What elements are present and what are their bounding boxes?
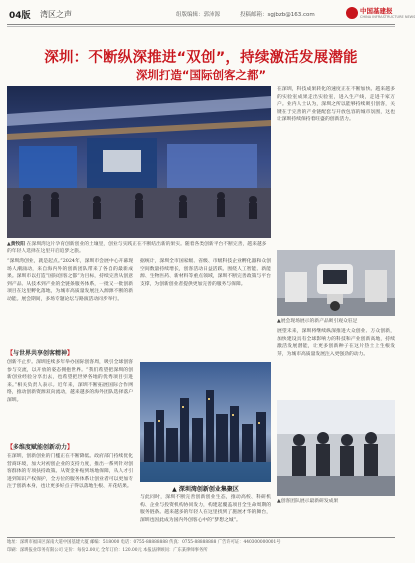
logo-name-en: CHINA INFRASTRUCTURE NEWS bbox=[360, 15, 415, 19]
logo-mark-icon bbox=[346, 7, 358, 19]
product-photo-caption: ▲展会现场展示的新产品吸引观众驻足 bbox=[277, 319, 358, 324]
footer-rule bbox=[7, 537, 395, 538]
newspaper-logo bbox=[346, 6, 415, 22]
photo-caption bbox=[7, 241, 271, 257]
footer-line-2: 印刷：深圳报业印务有限公司 定价：每份2.00元 全年订价：120.00元 本报法律顾问：广东某律师事务所 bbox=[7, 548, 208, 553]
article-column-2-text: 据统计，深圳全市国家级、省级、市级科技企业孵化器和众创空间数量持续增长，创客活动日益活跃。围绕人工智能、新能源、生物医药、新材料等重点领域，深圳不断完善政策与平台支撑，为创新创业者提供更加完善的服务与保障。 bbox=[140, 259, 271, 287]
bracket-icon: 】 bbox=[67, 444, 74, 451]
product-photo bbox=[277, 250, 395, 316]
product-image bbox=[277, 250, 395, 316]
exhibition-hall-image bbox=[7, 86, 271, 238]
section-2-text: 在深圳，创新创业的门槛正在不断降低。政府部门持续优化营商环境，加大对初创企业的支持力度，推出一系列针对创客群体的专项扶持政策。从资金补贴到场地保障，从人才引进到知识产权保护，全方位的服务体系让创业者可以更加专注于创新本身，也让更多好点子得以落地生根、开花结果。 bbox=[7, 454, 133, 490]
section-heading-2: 【多维度赋能创新动力】 bbox=[7, 444, 74, 451]
logo-name: 中国基建报 bbox=[360, 7, 393, 15]
team-photo-caption: ▲创客团队展示最新研发成果 bbox=[277, 499, 339, 504]
article-column-2-text-bottom: 与此同时，深圳不断完善创新创业生态，推动高校、科研机构、企业与投资机构协同发力，构建起覆盖项目全生命周期的服务链条。越来越多的年轻人在这里找到了施展才华的舞台，深圳也因此成为国内外创客心中的“梦想之城”。 bbox=[140, 495, 271, 523]
header-rule-thin bbox=[7, 26, 395, 27]
section-1-text: 创新不止步。深圳连续多年举办国际创客周，吸引全球创客参与交流，以开放的姿态拥抱世界。“我们希望把深圳的创新创业经验分享出去，也希望把世界各地的优秀项目引进来。”相关负责人表示。近年来，深圳不断拓展国际合作网络，推动创新资源双向流动，越来越多的海外团队选择落户深圳。 bbox=[7, 360, 133, 403]
skyline-image bbox=[140, 362, 271, 482]
subheadline: 深圳打造“国际创客之都” bbox=[135, 68, 267, 82]
article-column-right-top: 在深圳，科技成果转化的速度正在不断加快。越来越多的实验室成果走出实验室，进入生产线，走进千家万户。业内人士认为，深圳之所以能够持续吸引创客，关键在于完善的产业链配套与开放包容的城市氛围，这也让深圳持续保持着旺盛的创新活力。 bbox=[277, 87, 395, 123]
team-photo bbox=[277, 400, 395, 496]
bracket-icon: 【 bbox=[7, 444, 14, 451]
section-name: 湾区之声 bbox=[40, 10, 72, 19]
bracket-icon: 】 bbox=[67, 350, 74, 357]
team-image bbox=[277, 400, 395, 496]
photo-caption-text: 在深圳湾这片孕育创新创业的土壤里，创业与实践正在不断结出新的果实。随着各类创新平台不断完善，越来越多的年轻人选择在这里开启追梦之旅。 bbox=[7, 242, 267, 254]
article-column-1-text: “深圳湾创业，就是起点。”2024年，深圳市会展中心开幕现场人潮涌动，来自海内外的创新团队带来了各自的最新成果。深圳市以打造“国际创客之都”为目标，持续完善从创意到产品、从技术到产业的全链条服务体系，一批又一批创新项目在这里孵化落地，为城市高质量发展注入源源不断的新动能。展会期间，多场专题论坛与路演活动同步举行。 bbox=[7, 259, 133, 302]
contact-email[interactable]: 投稿邮箱：sgjbzb@163.com bbox=[240, 12, 315, 18]
article-column-right-bottom: 展望未来，深圳将继续纵深推进大众创业、万众创新，加快建设具有全球影响力的科技和产业创新高地，持续激活发展潜能，让更多创新种子在这片热土上生根发芽，为城市高质量发展注入更强劲的动力。 bbox=[277, 329, 395, 357]
headline: 深圳：不断纵深推进“双创”，持续激活发展潜能 bbox=[44, 50, 358, 66]
bracket-icon: 【 bbox=[7, 350, 14, 357]
header-rule bbox=[7, 24, 395, 25]
photo-caption-label: ▲黄牧阳 bbox=[7, 241, 26, 247]
skyline-photo bbox=[140, 362, 271, 482]
footer-line-1: 地址：深圳市福田区深南大道中国基建大厦 邮编：518000 电话：0755-88888888 传真：0755-88888888 广告许可证：440300000001号 bbox=[7, 540, 281, 545]
editor-credit: 组版编辑：郭沛源 bbox=[176, 12, 221, 18]
skyline-photo-caption: ▲ 深圳湾创新创业集聚区 bbox=[172, 486, 239, 493]
exhibition-hall-photo bbox=[7, 86, 271, 238]
page-header bbox=[0, 0, 415, 34]
page-number: 04版 bbox=[9, 11, 31, 21]
section-heading-1: 【与世界共享创客精神】 bbox=[7, 350, 74, 357]
